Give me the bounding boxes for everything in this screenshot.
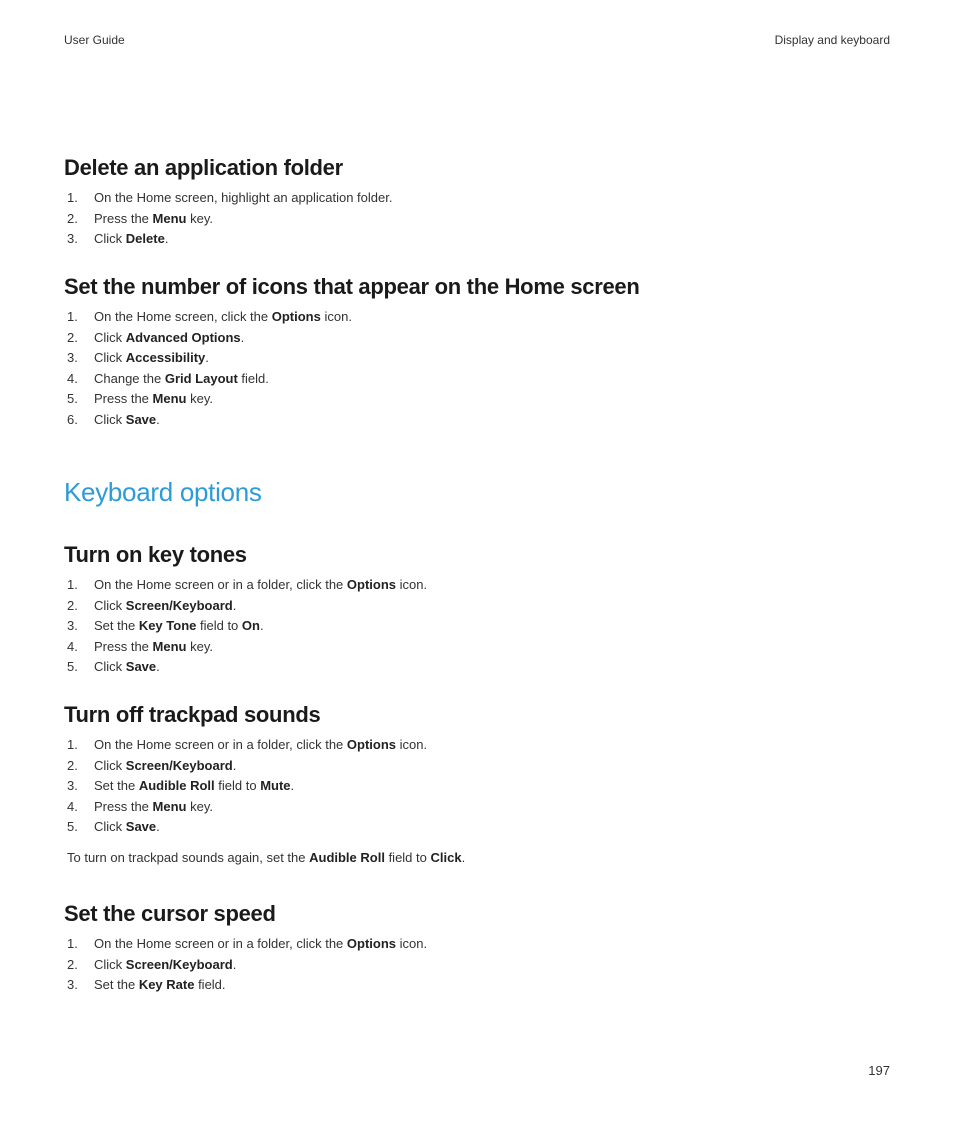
steps-list <box>64 188 894 250</box>
step-item <box>64 756 894 777</box>
ui-term: Options <box>346 936 397 951</box>
step-item <box>64 188 894 209</box>
section-title: Turn on key tones <box>64 542 247 567</box>
step-number: 1. <box>67 577 78 592</box>
ui-term: Grid Layout <box>164 370 238 386</box>
ui-term: Screen/Keyboard <box>125 956 233 972</box>
step-number: 2. <box>67 210 78 226</box>
step-number: 3. <box>67 231 78 247</box>
step-text: Press the Menu key. <box>94 210 213 226</box>
steps-list <box>64 934 894 996</box>
step-item <box>64 657 894 678</box>
ui-term: Menu <box>152 210 187 226</box>
ui-term: Save <box>125 819 157 835</box>
step-text: Click Accessibility. <box>94 350 209 366</box>
step-text: Click Save. <box>94 819 160 835</box>
step-item <box>64 955 894 976</box>
step-text: Click Save. <box>94 411 160 427</box>
step-number: 3. <box>67 977 78 993</box>
step-item <box>64 328 894 349</box>
step-number: 1. <box>67 190 78 205</box>
step-text: Click Delete. <box>94 231 169 247</box>
step-number: 6. <box>67 411 78 427</box>
ui-term: Accessibility <box>125 350 206 366</box>
step-item <box>64 410 894 431</box>
ui-term: Click <box>430 849 462 865</box>
step-number: 5. <box>67 391 78 407</box>
step-text: Set the Audible Roll field to Mute. <box>94 778 295 794</box>
chapter-title: Keyboard options <box>64 477 262 507</box>
section-trackpad-sounds <box>64 702 894 868</box>
step-item <box>64 797 894 818</box>
section-title: Delete an application folder <box>64 155 343 180</box>
step-item <box>64 616 894 637</box>
step-item <box>64 389 894 410</box>
step-text: On the Home screen or in a folder, click the Options icon. <box>94 577 428 592</box>
section-home-icons <box>64 274 894 431</box>
step-text: Set the Key Tone field to On. <box>94 618 264 634</box>
section-cursor-speed <box>64 901 894 996</box>
step-number: 1. <box>67 737 78 752</box>
step-number: 4. <box>67 370 78 386</box>
step-text: On the Home screen, highlight an application folder. <box>94 190 393 205</box>
step-text: Click Screen/Keyboard. <box>94 956 237 972</box>
ui-term: Mute <box>260 778 291 794</box>
ui-term: Audible Roll <box>138 778 215 794</box>
ui-term: Options <box>346 577 397 592</box>
step-item <box>64 575 894 596</box>
step-text: On the Home screen, click the Options icon. <box>94 309 352 324</box>
steps-list <box>64 575 894 678</box>
ui-term: Menu <box>152 798 187 814</box>
step-text: Press the Menu key. <box>94 638 213 654</box>
step-item <box>64 637 894 658</box>
ui-term: Options <box>271 309 321 324</box>
step-item <box>64 776 894 797</box>
step-number: 2. <box>67 329 78 345</box>
step-number: 1. <box>67 309 78 324</box>
ui-term: Key Tone <box>138 618 197 634</box>
ui-term: Screen/Keyboard <box>125 597 233 613</box>
ui-term: On <box>241 618 260 634</box>
step-text: Change the Grid Layout field. <box>94 370 269 386</box>
step-item <box>64 735 894 756</box>
step-text: Click Screen/Keyboard. <box>94 597 237 613</box>
ui-term: Options <box>346 737 397 752</box>
step-number: 5. <box>67 819 78 835</box>
section-title: Set the cursor speed <box>64 901 276 926</box>
step-text: Click Screen/Keyboard. <box>94 757 237 773</box>
step-text: Press the Menu key. <box>94 798 213 814</box>
step-number: 3. <box>67 778 78 794</box>
step-item <box>64 934 894 955</box>
ui-term: Advanced Options <box>125 329 241 345</box>
steps-list <box>64 307 894 431</box>
step-number: 4. <box>67 798 78 814</box>
step-text: Click Advanced Options. <box>94 329 245 345</box>
step-number: 2. <box>67 597 78 613</box>
ui-term: Delete <box>125 231 165 247</box>
ui-term: Save <box>125 659 157 675</box>
step-number: 2. <box>67 956 78 972</box>
ui-term: Screen/Keyboard <box>125 757 233 773</box>
step-item <box>64 975 894 996</box>
section-title: Turn off trackpad sounds <box>64 702 321 727</box>
step-number: 2. <box>67 757 78 773</box>
note-text: To turn on trackpad sounds again, set the Audible Roll field to Click. <box>67 849 466 865</box>
step-text: On the Home screen or in a folder, click the Options icon. <box>94 936 428 951</box>
section-key-tones <box>64 542 894 678</box>
page-number: 197 <box>868 1063 890 1078</box>
step-item <box>64 817 894 838</box>
ui-term: Audible Roll <box>309 849 385 865</box>
step-text: On the Home screen or in a folder, click the Options icon. <box>94 737 428 752</box>
step-text: Click Save. <box>94 659 160 675</box>
section-title: Set the number of icons that appear on the Home screen <box>64 274 640 299</box>
running-header-right: Display and keyboard <box>774 33 890 47</box>
step-item <box>64 209 894 230</box>
step-item <box>64 307 894 328</box>
section-delete-folder <box>64 155 894 250</box>
ui-term: Menu <box>152 638 187 654</box>
step-text: Press the Menu key. <box>94 391 213 407</box>
step-item <box>64 369 894 390</box>
step-number: 3. <box>67 618 78 634</box>
running-header-left: User Guide <box>64 33 125 47</box>
ui-term: Menu <box>152 391 187 407</box>
step-number: 5. <box>67 659 78 675</box>
step-number: 1. <box>67 936 78 951</box>
ui-term: Save <box>125 411 157 427</box>
step-item <box>64 596 894 617</box>
step-number: 3. <box>67 350 78 366</box>
steps-list <box>64 735 894 838</box>
step-item <box>64 348 894 369</box>
ui-term: Key Rate <box>138 977 195 993</box>
step-number: 4. <box>67 638 78 654</box>
step-text: Set the Key Rate field. <box>94 977 226 993</box>
step-item <box>64 229 894 250</box>
